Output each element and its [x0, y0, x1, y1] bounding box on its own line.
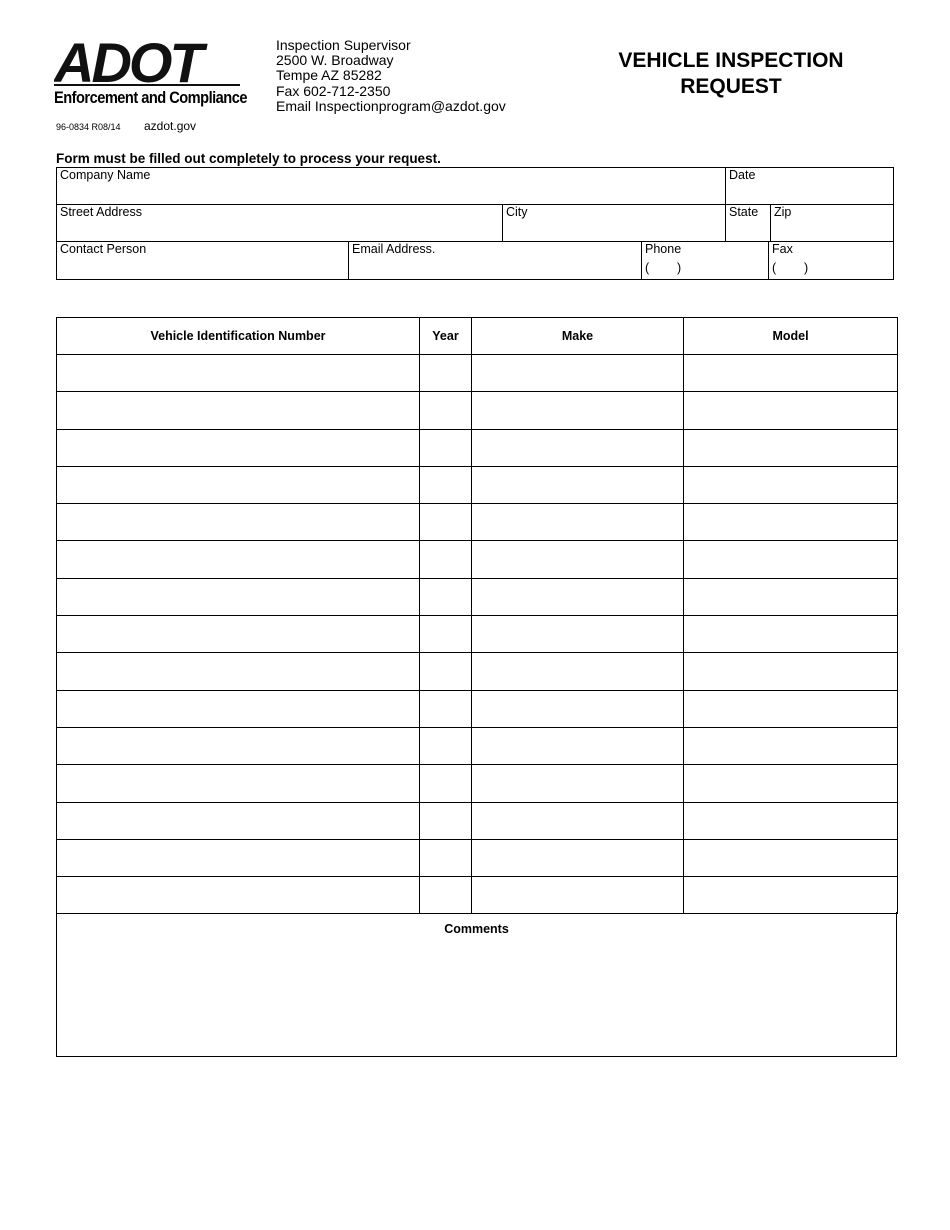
vehicle-row — [57, 429, 898, 466]
year-cell[interactable] — [420, 690, 472, 727]
vehicle-row — [57, 466, 898, 503]
make-cell[interactable] — [472, 802, 684, 839]
company-name-label: Company Name — [60, 168, 151, 182]
vin-cell[interactable] — [57, 653, 420, 690]
year-cell[interactable] — [420, 616, 472, 653]
make-column-header: Make — [472, 318, 684, 355]
vin-cell[interactable] — [57, 802, 420, 839]
vehicle-row — [57, 392, 898, 429]
vehicle-row — [57, 690, 898, 727]
street-address-field[interactable] — [56, 204, 503, 242]
make-cell[interactable] — [472, 541, 684, 578]
model-cell[interactable] — [684, 839, 898, 876]
logo-rule — [54, 84, 240, 86]
form-title-line1: VEHICLE INSPECTION — [618, 49, 844, 72]
model-cell[interactable] — [684, 690, 898, 727]
contact-person-label: Contact Person — [60, 242, 147, 256]
make-cell[interactable] — [472, 690, 684, 727]
phone-field[interactable] — [641, 241, 769, 280]
comments-label: Comments — [444, 922, 509, 936]
address-line: Tempe AZ 85282 — [276, 67, 382, 84]
logo-subtitle: Enforcement and Compliance — [54, 88, 247, 107]
make-cell[interactable] — [472, 765, 684, 802]
date-field[interactable] — [725, 167, 894, 205]
zip-field[interactable] — [770, 204, 894, 242]
vehicle-row — [57, 616, 898, 653]
model-cell[interactable] — [684, 355, 898, 392]
model-cell[interactable] — [684, 392, 898, 429]
model-cell[interactable] — [684, 541, 898, 578]
vin-cell[interactable] — [57, 839, 420, 876]
state-label: State — [729, 205, 759, 219]
model-cell[interactable] — [684, 765, 898, 802]
model-cell[interactable] — [684, 802, 898, 839]
model-column-header: Model — [684, 318, 898, 355]
vehicle-row — [57, 504, 898, 541]
vin-cell[interactable] — [57, 690, 420, 727]
year-cell[interactable] — [420, 727, 472, 764]
year-cell[interactable] — [420, 653, 472, 690]
vehicle-row — [57, 727, 898, 764]
model-cell[interactable] — [684, 653, 898, 690]
company-name-field[interactable] — [56, 167, 726, 205]
zip-label: Zip — [774, 205, 792, 219]
fax-label: Fax — [772, 242, 793, 256]
address-line: Inspection Supervisor — [276, 37, 411, 53]
date-label: Date — [729, 168, 756, 182]
year-cell[interactable] — [420, 429, 472, 466]
vehicle-row — [57, 765, 898, 802]
vin-cell[interactable] — [57, 727, 420, 764]
email-address-label: Email Address. — [352, 242, 436, 256]
vin-cell[interactable] — [57, 355, 420, 392]
vehicle-row — [57, 355, 898, 392]
year-cell[interactable] — [420, 392, 472, 429]
city-label: City — [506, 205, 528, 219]
vehicle-row — [57, 541, 898, 578]
vin-cell[interactable] — [57, 429, 420, 466]
make-cell[interactable] — [472, 727, 684, 764]
vehicle-row — [57, 839, 898, 876]
make-cell[interactable] — [472, 877, 684, 914]
make-cell[interactable] — [472, 392, 684, 429]
adot-logo-graphic — [54, 38, 244, 84]
email-address-field[interactable] — [348, 241, 642, 280]
year-cell[interactable] — [420, 541, 472, 578]
form-title-line2: REQUEST — [680, 75, 782, 98]
year-cell[interactable] — [420, 839, 472, 876]
year-cell[interactable] — [420, 765, 472, 802]
make-cell[interactable] — [472, 466, 684, 503]
vehicle-table — [56, 317, 898, 914]
vin-cell[interactable] — [57, 578, 420, 615]
vehicle-row — [57, 653, 898, 690]
svg-text:ADOT: ADOT — [54, 38, 201, 84]
fax-area-code: ( ) — [772, 261, 809, 275]
vin-cell[interactable] — [57, 765, 420, 802]
vehicle-row — [57, 578, 898, 615]
vin-cell[interactable] — [57, 504, 420, 541]
year-cell[interactable] — [420, 578, 472, 615]
vin-cell[interactable] — [57, 392, 420, 429]
contact-person-field[interactable] — [56, 241, 349, 280]
make-cell[interactable] — [472, 429, 684, 466]
model-cell[interactable] — [684, 578, 898, 615]
make-cell[interactable] — [472, 616, 684, 653]
street-address-label: Street Address — [60, 205, 142, 219]
phone-label: Phone — [645, 242, 682, 256]
model-cell[interactable] — [684, 727, 898, 764]
year-cell[interactable] — [420, 802, 472, 839]
address-line: 2500 W. Broadway — [276, 52, 394, 69]
vehicle-row — [57, 802, 898, 839]
vin-cell[interactable] — [57, 541, 420, 578]
vin-cell[interactable] — [57, 877, 420, 914]
state-field[interactable] — [725, 204, 771, 242]
year-cell[interactable] — [420, 466, 472, 503]
website: azdot.gov — [144, 119, 197, 133]
fax-field[interactable] — [768, 241, 894, 280]
year-column-header: Year — [420, 318, 472, 355]
address-line: Email Inspectionprogram@azdot.gov — [276, 97, 506, 114]
address-line: Fax 602-712-2350 — [276, 82, 391, 99]
make-cell[interactable] — [472, 578, 684, 615]
make-cell[interactable] — [472, 504, 684, 541]
model-cell[interactable] — [684, 616, 898, 653]
city-field[interactable] — [502, 204, 726, 242]
model-cell[interactable] — [684, 504, 898, 541]
make-cell[interactable] — [472, 653, 684, 690]
adot-logo — [54, 38, 266, 112]
model-cell[interactable] — [684, 429, 898, 466]
vehicle-row — [57, 877, 898, 914]
year-cell[interactable] — [420, 504, 472, 541]
mailing-address — [276, 38, 506, 114]
comments-field[interactable] — [56, 912, 897, 1057]
vin-column-header: Vehicle Identification Number — [57, 318, 420, 355]
year-cell[interactable] — [420, 877, 472, 914]
vehicle-table-body — [57, 355, 898, 914]
vehicle-table-header — [57, 318, 898, 355]
form-number: 96-0834 R08/14 — [56, 122, 121, 132]
instructions: Form must be filled out completely to process your request. — [56, 151, 441, 166]
phone-area-code: ( ) — [645, 261, 682, 275]
vin-cell[interactable] — [57, 616, 420, 653]
model-cell[interactable] — [684, 466, 898, 503]
vin-cell[interactable] — [57, 466, 420, 503]
make-cell[interactable] — [472, 839, 684, 876]
form-title — [560, 48, 902, 100]
model-cell[interactable] — [684, 877, 898, 914]
year-cell[interactable] — [420, 355, 472, 392]
make-cell[interactable] — [472, 355, 684, 392]
